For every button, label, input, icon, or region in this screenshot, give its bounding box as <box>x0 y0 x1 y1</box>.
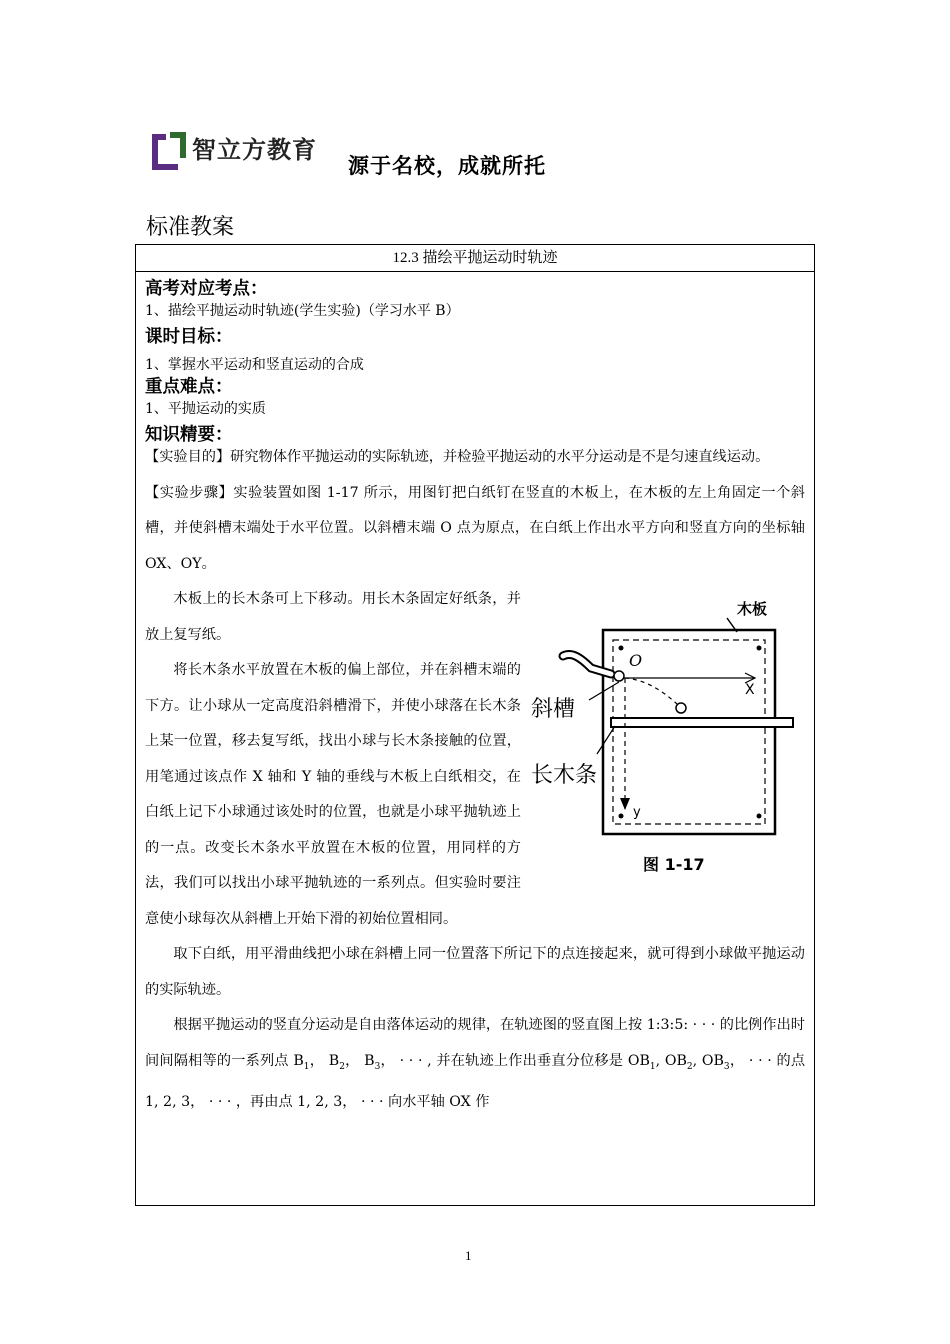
paragraph-trajectory: 取下白纸，用平滑曲线把小球在斜槽上同一位置落下所记下的点连接起来，就可得到小球做平抛运动的实际轨迹。 <box>145 946 805 998</box>
label-strip: 长木条 <box>531 763 598 788</box>
paragraph-procedure: 将长木条水平放置在木板的偏上部位，并在斜槽末端的下方。让小球从一定高度沿斜槽滑下，并使小球落在长木条上某一位置，移去复写纸，找出小球与长木条接触的位置，用笔通过该点作 X 轴和 Y 轴的垂线与木板上白纸相交，在白纸上记下小球通过该处时的位置，也就是小球平抛轨迹上的一点。改变长木条水平放置在木板的位置，用同样的方法，我们可以找出小球平抛轨迹的一系列点。但实验时要注意使小球每次从斜槽上开始下滑的初始位置相同。 <box>145 662 521 927</box>
lesson-content <box>136 272 814 1120</box>
key-text: 1、平抛运动的实质 <box>145 401 266 417</box>
paragraph-steps: 【实验步骤】实验装置如图 1-17 所示，用图钉把白纸钉在竖直的木板上，在木板的左上角固定一个斜槽，并使斜槽末端处于水平位置。以斜槽末端 O 点为原点，在白纸上作出水平方向和竖直方向的坐标轴 OX、OY。 <box>145 484 805 572</box>
goal-heading: 课时目标： <box>145 327 233 347</box>
label-board: 木板 <box>737 600 768 618</box>
paragraph-strip: 木板上的长木条可上下移动。用长木条固定好纸条，并放上复写纸。 <box>145 591 521 643</box>
label-y-axis: y <box>633 805 641 820</box>
key-heading: 重点难点： <box>145 377 233 397</box>
figure-caption: 图 1-17 <box>643 855 705 874</box>
lesson-plan-table <box>135 244 815 1206</box>
logo-text: 智立方教育 <box>192 136 317 164</box>
logo-icon <box>148 128 188 172</box>
paragraph-purpose: 【实验目的】研究物体作平抛运动的实际轨迹，并检验平抛运动的水平分运动是不是匀速直线运动。 <box>145 449 770 465</box>
page-number: 1 <box>465 1248 472 1263</box>
label-x-axis: X <box>745 682 755 698</box>
goal-text: 1、掌握水平运动和竖直运动的合成 <box>145 357 364 373</box>
paragraph-analysis: 根据平抛运动的竖直分运动是自由落体运动的规律，在轨迹图的竖直图上按 1:3:5: · · · 的比例作出时间间隔相等的一系列点 $B_1$， $B_2$， $B_3$， · · · , 并在轨迹上作出垂直分位移是 $OB_1$, $OB_2$, $OB_3$， · · · 的点 1, 2, 3， · · · ，再由点 1, 2, 3， · · · 向水平轴 OX 作 <box>145 1017 806 1110</box>
document-type: 标准教案 <box>146 215 235 240</box>
lesson-title: 12.3 描绘平抛运动时轨迹 <box>136 245 814 272</box>
figure-1-17 <box>531 582 811 878</box>
exam-point-heading: 高考对应考点： <box>145 279 268 299</box>
label-chute: 斜槽 <box>531 697 576 722</box>
slogan: 源于名校，成就所托 <box>348 154 546 178</box>
apparatus-diagram <box>531 582 811 878</box>
page-header <box>148 128 808 188</box>
knowledge-heading: 知识精要： <box>145 425 233 445</box>
exam-point-text: 1、描绘平抛运动时轨迹(学生实验)（学习水平 B） <box>145 303 460 319</box>
label-origin: O <box>629 651 643 670</box>
